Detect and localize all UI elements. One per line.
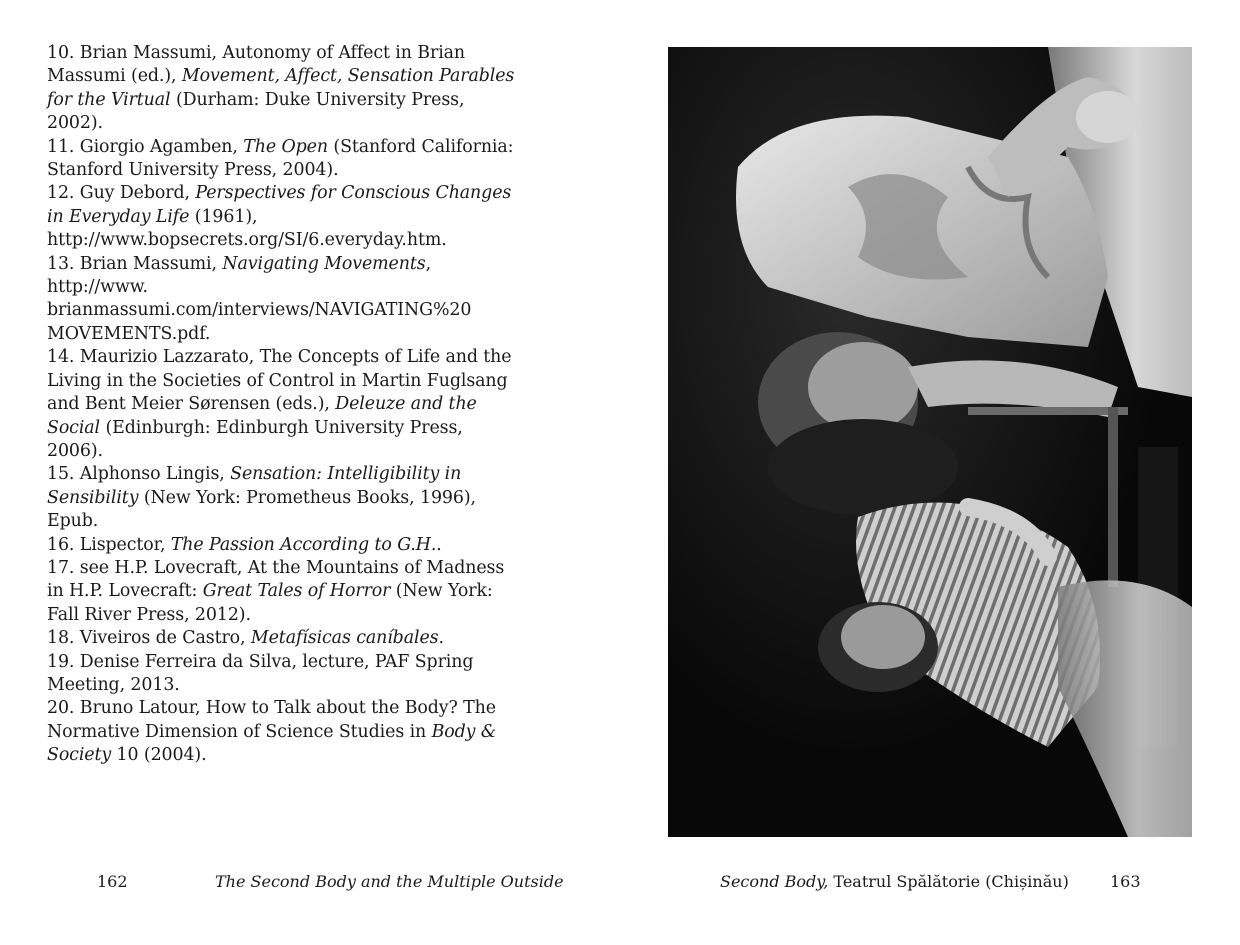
endnote-text: Alphonso Lingis, xyxy=(74,464,231,485)
endnote-number: 17. xyxy=(47,557,75,578)
running-title-text: The Second Body and the Multiple Outside xyxy=(215,872,564,891)
endnote-item xyxy=(47,463,517,533)
endnote-text: Viveiros de Castro, xyxy=(74,628,251,649)
endnote-number: 10. xyxy=(47,43,75,63)
endnote-text: Bruno Latour, How to Talk about the Body? The Normative Dimension of Science Studies in xyxy=(47,698,496,742)
endnote-item xyxy=(47,697,517,767)
endnote-text: (New York: Fall River Press, 2012). xyxy=(47,581,493,625)
endnote-text: . xyxy=(438,628,444,649)
endnote-title: Deleuze and the Social xyxy=(47,394,477,438)
endnote-title: Great Tales of Horror xyxy=(202,581,391,602)
endnote-text: Lispector, xyxy=(74,534,171,555)
endnote-title: Navigating Movements xyxy=(222,253,426,274)
endnote-item xyxy=(47,534,517,557)
endnote-title: Movement, Affect, Sensation Parables for the Virtual xyxy=(47,66,515,110)
performance-photo xyxy=(668,47,1192,837)
endnote-text: Giorgio Agamben, xyxy=(74,136,244,157)
photo-caption xyxy=(720,872,1069,892)
endnote-title: The Passion According to G.H. xyxy=(170,534,437,555)
endnote-item xyxy=(47,182,517,252)
endnote-number: 12. xyxy=(47,183,75,204)
endnote-text: Brian Massumi, xyxy=(74,253,223,274)
endnote-number: 19. xyxy=(47,651,75,672)
endnote-item xyxy=(47,136,517,183)
endnote-text: (Durham: Duke University Press, 2002). xyxy=(47,89,465,134)
endnote-title: Metafísicas caníbales xyxy=(250,628,439,649)
endnote-item xyxy=(47,651,517,698)
endnote-number: 13. xyxy=(47,253,75,274)
endnote-text: (1961), http://www.bopsecrets.org/SI/6.​everyday.htm. xyxy=(47,206,447,251)
caption-venue: Teatrul Spălătorie (Chișinău) xyxy=(828,872,1069,891)
endnote-number: 16. xyxy=(47,534,75,555)
endnote-text: , http://www.​brianmassumi.com/interviews/NAVIGATING%20​MOVEMENTS.pdf. xyxy=(47,253,472,344)
endnote-item xyxy=(47,346,517,463)
endnote-title: The Open xyxy=(243,136,328,157)
endnote-text: Brian Massumi, Autonomy of Affect in Brian Massumi (ed.), xyxy=(47,43,466,87)
endnote-title: Sensation: Intelligibility in Sensibility xyxy=(47,464,462,508)
endnote-number: 15. xyxy=(47,464,75,485)
endnote-text: Guy Debord, xyxy=(74,183,196,204)
left-page-number: 162 xyxy=(97,872,128,891)
endnote-item xyxy=(47,253,517,347)
running-title xyxy=(215,872,564,892)
endnote-text: (Edinburgh: Edinburgh University Press, 2006). xyxy=(47,417,463,461)
endnote-number: 20. xyxy=(47,698,75,719)
endnote-text: 10 (2004). xyxy=(111,745,207,766)
endnote-text: (Stanford California: Stanford University Press, 2004). xyxy=(47,136,514,181)
right-page-number: 163 xyxy=(1110,872,1141,891)
endnote-text: Denise Ferreira da Silva, lecture, PAF Spring Meeting, 2013. xyxy=(47,651,474,695)
endnote-number: 11. xyxy=(47,136,75,157)
endnote-number: 18. xyxy=(47,628,75,649)
endnote-text: (New York: Prometheus Books, 1996), Epub. xyxy=(47,487,476,532)
endnote-item xyxy=(47,42,517,136)
endnote-item xyxy=(47,627,517,650)
endnote-number: 14. xyxy=(47,347,75,368)
endnotes-list xyxy=(47,42,517,768)
endnote-title: Body & Society xyxy=(47,721,497,766)
endnote-title: Perspectives for Conscious Changes in Everyday Life xyxy=(47,183,512,227)
endnote-text: Maurizio Lazzarato, The Concepts of Life and the Living in the Societies of Control in Martin Fuglsang and Bent Meier Sørensen (eds.), xyxy=(47,347,512,415)
caption-work-title: Second Body, xyxy=(720,872,829,891)
photo-illustration xyxy=(668,47,1192,837)
endnote-text: see H.P. Lovecraft, At the Mountains of Madness in H.P. Lovecraft: xyxy=(47,557,505,602)
endnote-item xyxy=(47,557,517,627)
endnote-text: . xyxy=(436,534,442,555)
